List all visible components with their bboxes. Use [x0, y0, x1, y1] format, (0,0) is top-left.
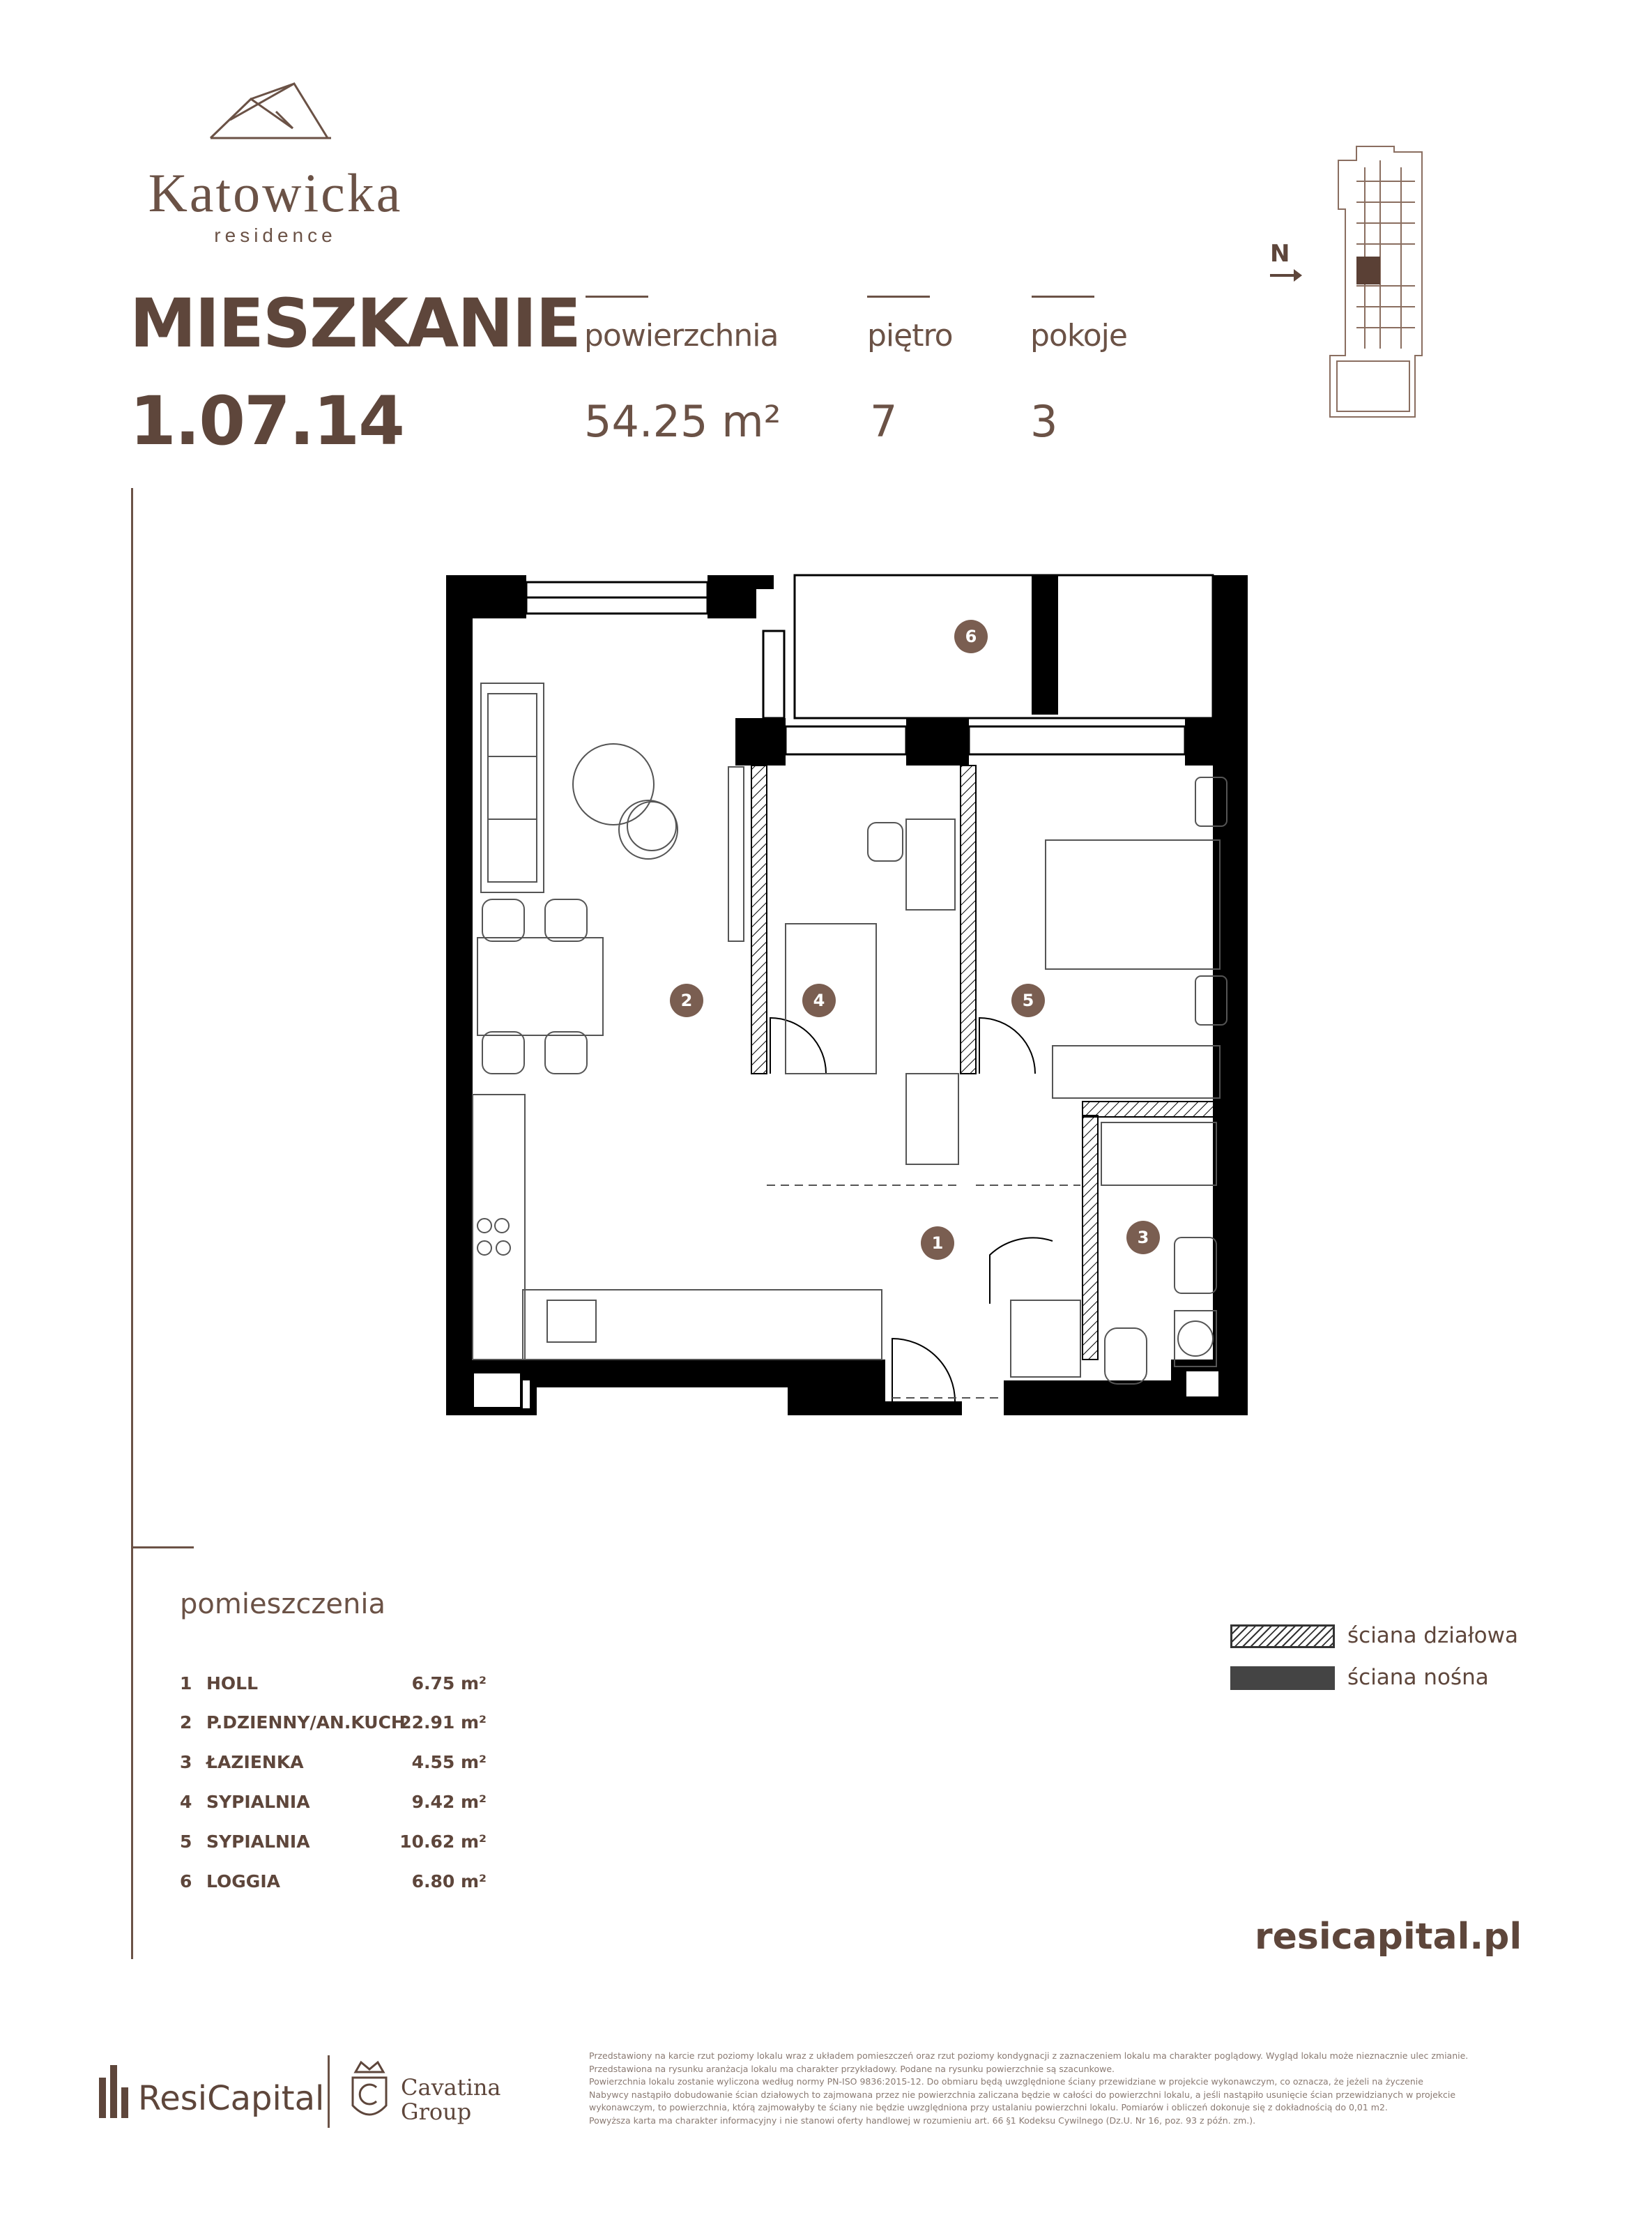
cavatina-name: Cavatina	[401, 2074, 501, 2101]
stat-rule	[867, 296, 930, 298]
legend-hatched-swatch	[1230, 1624, 1335, 1648]
legend-label-bearing: ściana nośna	[1347, 1665, 1489, 1690]
brand-name: Katowicka	[148, 162, 403, 223]
stat-label-floor: piętro	[867, 318, 953, 353]
key-plan-icon	[1310, 139, 1436, 436]
room-marker-4: 4	[813, 991, 825, 1010]
side-rule-lower	[131, 1548, 133, 1959]
stat-rule	[586, 296, 648, 298]
brand-subtitle: residence	[214, 224, 337, 246]
resicapital-name: ResiCapital	[138, 2079, 325, 2118]
website-link[interactable]: resicapital.pl	[1255, 1916, 1522, 1958]
logo-divider	[328, 2055, 330, 2128]
room-marker-2: 2	[680, 991, 693, 1010]
room-marker-1: 1	[931, 1233, 944, 1253]
room-marker-3: 3	[1137, 1228, 1149, 1247]
legend-solid-swatch	[1230, 1666, 1335, 1690]
list-item: 1 HOLL 6.75 m²	[180, 1673, 487, 1693]
apartment-heading: MIESZKANIE	[130, 284, 580, 363]
stat-label-rooms: pokoje	[1030, 318, 1127, 353]
stat-value-floor: 7	[870, 396, 898, 447]
stat-label-area: powierzchnia	[584, 318, 779, 353]
compass-arrow-icon	[1269, 265, 1303, 289]
legend-label-partition: ściana działowa	[1347, 1623, 1518, 1648]
stat-rule	[1032, 296, 1094, 298]
stat-value-area: 54.25 m²	[584, 396, 781, 447]
mountain-logo-icon	[209, 78, 335, 144]
list-item: 5 SYPIALNIA 10.62 m²	[180, 1832, 487, 1852]
side-rule-tick	[131, 1546, 194, 1548]
stat-value-rooms: 3	[1030, 396, 1058, 447]
room-marker-6: 6	[965, 627, 977, 646]
cavatina-group-name: Group	[401, 2099, 472, 2125]
disclaimer-text: Przedstawiony na karcie rzut poziomy lokalu wraz z układem pomieszczeń oraz rzut poziomy kondygnacji z zaznaczeniem lokalu ma charakter poglądowy. Wygląd lokalu może nieznacznie ulec zmianie. Przedstawiona na rysunku aranżacja lokalu ma charakter przykładowy. Podane na rysunku powierzchnie są szacunkowe. Powierzchnia lokalu zostanie wyliczona według normy PN-ISO 9836:2015-12. Do obmiaru będą uwzględnione ściany przewidziane w projekcie wykonawczym, co oznacza, że jeżeli na życzenie Nabywcy nastąpiło dobudowanie ścian działowych to zajmowana przez nie powierzchnia zaliczana będzie w całości do powierzchni lokalu, a jeśli nastąpiło usunięcie ścian przewidzianych w projekcie wykonawczym, to powierzchnia, którą zajmowałyby te ściany nie będzie uwzględniona przy ustalaniu powierzchni lokalu. Pomiarów i obliczeń dokonuje się z dokładnością do 0,01 m2. Powyższa karta ma charakter informacyjny i nie stanowi oferty handlowej w rozumieniu art. 66 §1 Kodeksu Cywilnego (Dz.U. Nr 16, poz. 93 z późn. zm.).	[589, 2050, 1469, 2126]
cavatina-crest-icon	[349, 2057, 390, 2130]
compass-north-label: N	[1270, 240, 1290, 268]
rooms-title: pomieszczenia	[180, 1588, 385, 1620]
side-rule	[131, 488, 133, 1548]
list-item: 3 ŁAZIENKA 4.55 m²	[180, 1752, 487, 1772]
apartment-number: 1.07.14	[130, 382, 404, 460]
room-marker-5: 5	[1022, 991, 1034, 1010]
floor-plan	[446, 572, 1248, 1419]
list-item: 4 SYPIALNIA 9.42 m²	[180, 1792, 487, 1812]
list-item: 2 P.DZIENNY/AN.KUCH 22.91 m²	[180, 1712, 487, 1733]
list-item: 6 LOGGIA 6.80 m²	[180, 1871, 487, 1891]
resicapital-logo-icon	[98, 2064, 132, 2123]
